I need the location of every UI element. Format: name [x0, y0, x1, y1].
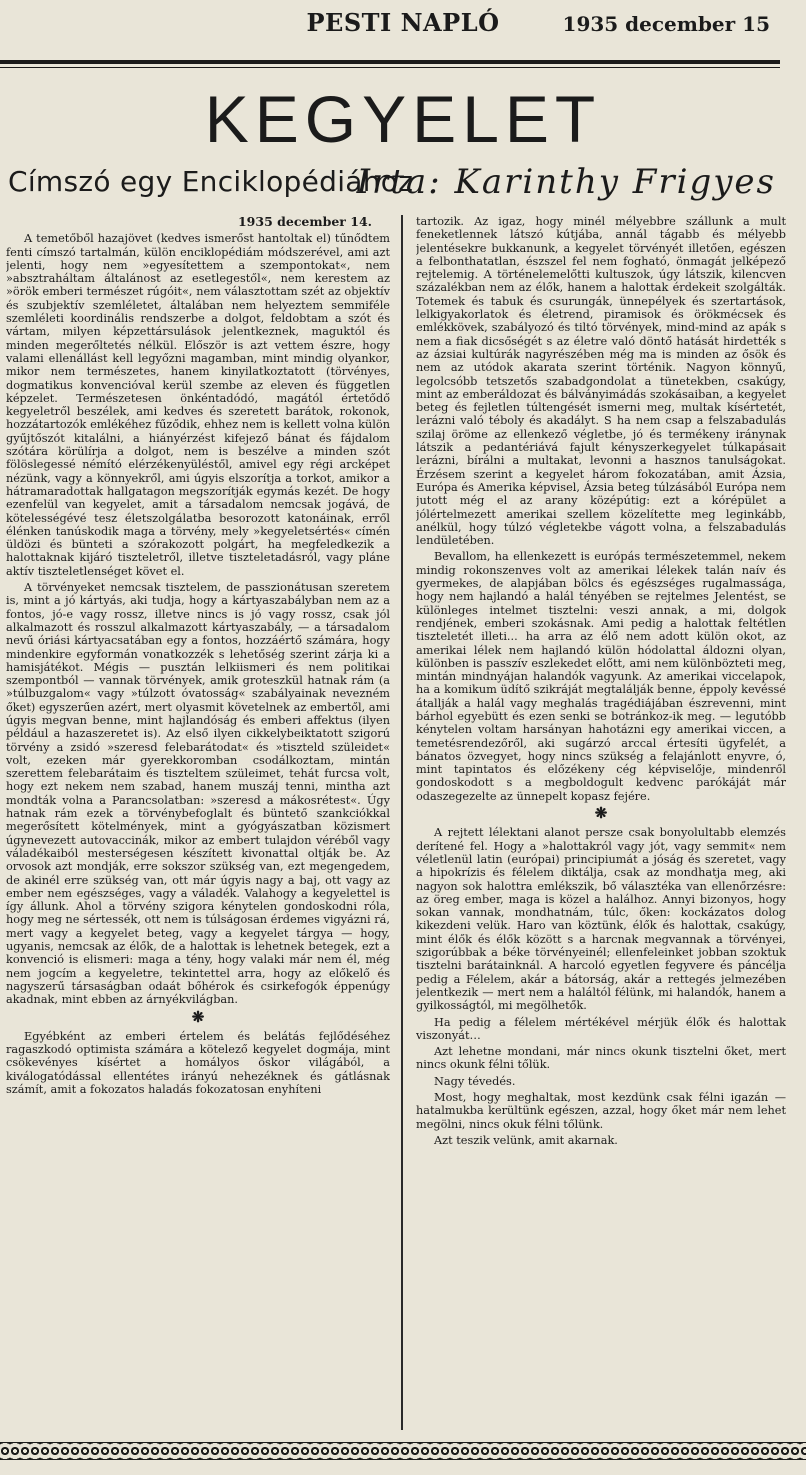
paragraph: Nagy tévedés. — [434, 1074, 516, 1088]
right-column — [416, 215, 786, 1435]
paragraph: Ha pedig a félelem mértékével mérjük élők és halottak viszonyát… — [416, 1015, 786, 1042]
masthead — [0, 0, 806, 70]
paragraph: A rejtett lélektani alanot persze csak bonyolultabb elemzés derítené fel. Hogy a »halottakról vagy jót, vagy semmit« nem véletlenül latin (európai) principiumát a jóság és szeretet, vagy a hipokrízis és félelem diktálja, csak az mondhatja meg, aki nagyon sok halottra emlékszik, bő választéka van ellenőrzésre: az öreg ember, maga is közel a halálhoz. Annyi bizonyos, hogy sokan vannak, mondhatnám, túlc, őken: kockázatos dolog kikezdeni velük. Haro van köztünk, élők és halottak, csakúgy, mint élők és élők között s a harcnak megvannak a törvényei, szigorúbbak a béke törvényeinél; ellenfeleinket jobban szoktuk tisztelni barátainknál. A harcoló egyetlen fegyvere és páncélja pedig a Félelem, akár a bátorság, akár a rettegés jelmezében jelentkezik — mert nem a haláltól félünk, mi halandók, hanem a gyilkosságtól, mi megölhetők. — [416, 826, 786, 1013]
issue-date: 1935 december 15 — [562, 12, 770, 36]
paragraph: A temetőből hazajövet (kedves ismerőst hantoltak el) tűnődtem fenti címszó tartalmán, külön enciklopédiám módszerével, ami azt jelenti, hogy nem »egyesítettem a szempontokat«, nem »absztraháltam általánost az esetlegestől«, nem kerestem az »örök emberi természet rúgóit«, nem választottam szét az objektív és szubjektív szemléletet, általában nem helyeztem semmiféle szemléleti koordinális rendszerbe a dolgot, feldobtam a szót és vártam, milyen képzettársulások jelentkeznek, maguktól és minden megerőltetés nélkül. Először is azt vettem észre, hogy valami ellenállást kell legyőzni magamban, mint mindig olyankor, mikor nem természetes, hanem kinyilatkoztatott (törvényes, dogmatikus konvencióval kerül szembe az eleven és független képzelet. Természetesen önkéntadódó, magától értetődő kegyeletről beszélek, ami kedves és szeretett barátok, rokonok, hozzátartozók emlékéhez fűződik, ehhez nem is kellett volna külön gyűjtőszót kitalálni, a hiányérzést kifejező bánat és fájdalom szótára körülírja a dolgot, nem is beszélve a minden szót fölöslegessé némító elérzékenyüléstől, amivel egy régi arcképet nézünk, vagy a könnyekről, ami úgyis elszorítja a torkot, amikor a hátramaradottak hallgatagon megszorítják egymás kezét. De hogy ezenfelül van kegyelet, amit a társadalom nemcsak jogává, de kötelességévé tesz életszolgálatba besorozott katonáinak, erről élénken tanúskodik maga a törvény, mely »kegyeletsértés« címén üldözi és bünteti a szórakozott polgárt, ha megfeledkezik a halottaknak kijáró tiszteletről, illetve tiszteletadásról, vagy pláne aktív tiszteletlenséget követ el. — [6, 232, 390, 578]
decorative-bottom-border — [0, 1442, 806, 1460]
paragraph: Most, hogy meghaltak, most kezdünk csak félni igazán — hatalmukba kerültünk egészen, azzal, hogy őket már nem lehet megölni, nincs okuk félni tőlünk. — [416, 1091, 786, 1131]
paragraph: Bevallom, ha ellenkezett is európás természetemmel, nekem mindig rokonszenves volt az amerikai lélekek talán naív és gyermekes, de alapjában bölcs és egészséges rugalmassága, hogy nem hajlandó a halál tényében se rejtelmes Jelentést, se különleges intelmet tisztelni: veszi annak, a mi, dolgok rendjének, emberi szokásnak. Ami pedig a halottak feltétlen tiszteletét illeti... ha arra az élő nem adott külön okot, az amerikai lélek nem hajlandó külön hódolattal áldozni olyan, különben is passzív eszlekedet előtt, ami nem különbözteti meg, mintán mindnyájan halandók vagyunk. Az amerikai viccelapok, ha a komikum üdítő szikráját megtalálják benne, éppoly kevéssé átallják a halál vagy meghalás tragédiájában észrevenni, mint bárhol egyebütt és ezen senki se botránkoz-ik meg. — legutóbb kénytelen voltam harsányan hahotázni egy amerikai viccen, a temetésrendezőről, aki sugárzó arccal értesíti ügyfelét, a bánatos özvegyet, hogy nincs szükség a felajánlott enyvre, ó, mint tapintatos és előzékeny cég képviselője, mindenről gondoskodott s a megboldogult kedvenc parókáját már odaszegezelte az ünnepelt kopasz fejére. — [416, 550, 786, 803]
column-divider — [401, 215, 403, 1430]
left-column — [6, 215, 390, 1435]
newspaper-name: PESTI NAPLÓ — [306, 8, 500, 37]
section-separator: ❋ — [594, 804, 608, 823]
paragraph: tartozik. Az igaz, hogy minél mélyebbre szállunk a mult feneketlennek látszó kútjába, annál tágabb és mélyebb jelentésekre bukkanunk, a kegyelet törvényét illetően, egészen a felbonthatatlan, észszel fel nem fogható, önmagát jelképező rejtelemig. A történelemelőtti kultuszok, úgy látszik, kilencven százalékban nem az élők, hanem a halottak érdekeit szolgálták. Totemek és tabuk és csurungák, ünnepélyek és szertartások, lelkigyakorlatok és életrend, piramisok és örökmécsek és emlékkövek, szabályozó és tiltó törvények, mind-mind az apák s nem a fiak dicsőségét s az életre való döntő hatását hirdették s az ázsiai kultúrák nagyrészében még ma is minden az ősök és nem az utódok akarata szerint történik. Nagyon könnyű, legolcsóbb tetszetős szabadgondolat a tünetekben, csakúgy, mint az emberáldozat és bálványimádás szokásaiban, a kegyelet beteg és fejletlen túltengését ismerni meg, multak kísértetét, lerázni való téboly és akadályt. S ha nem csap a felszabadulás szilaj öröme az ellenkező végletbe, jó és termékeny iránynak látszik a pedantériává fajult kényszerkegyelet túlkapásait lerázni, bírálni a multakat, levonni a hasznos tanulságokat. Érzésem szerint a kegyelet három fokozatában, amit Ázsia, Európa és Amerika képvisel, Ázsia beteg túlzásából Európa nem jutott még el az arany középútig: ezt a kórépület a jólértelmezett amerikai szellem közelítette meg leginkább, anélkül, hogy túlzó végletekbe vágott volna, a felszabadulás lendületében. — [416, 215, 786, 548]
paragraph: Azt lehetne mondani, már nincs okunk tisztelni őket, mert nincs okunk félni tőlük. — [416, 1045, 786, 1072]
article-title: KEGYELET — [204, 82, 602, 156]
paragraph: Azt teszik velünk, amit akarnak. — [434, 1133, 618, 1147]
paragraph: A törvényeket nemcsak tisztelem, de passzionátusan szeretem is, mint a jó kártyás, aki tudja, hogy a kártyaszabályban nem az a fontos, jó-e vagy rossz, illetve nincs is jó vagy rossz, csak jól alkalmazott és rosszul alkalmazott kártyaszabály, — a társadalom nevű óriási kártyacsatában egy a fontos, hozzáértő számára, hogy mindenkire egyformán vonatkozzék s lehetőség szerint zárja ki a hamisjátékot. Mégis — pusztán lelkiismeri és nem politikai szempontból — vannak törvények, amik groteszkül hatnak rám (a »túlbuzgalom« vagy »túlzott óvatosság« szabályainak nevezném őket) egyszerűen azért, mert olyasmit követelnek az embertől, ami úgyis megvan benne, mint hajlandóság és emberi affektus (ilyen például a hazaszeretet is). Az első ilyen cikkelybeiktatott szigorú törvény a zsidó »szeresd felebarátodat« és »tiszteld szüleidet« volt, ezeken már gyerekkoromban csodálkoztam, mintán szerettem felebarátaim és tiszteltem szüleimet, tehát furcsa volt, hogy ezt nekem nem szabad, hanem muszáj tenni, mintha azt mondták volna a Parancsolatban: »szeresd a mákosrétest«. Úgy hatnak rám ezek a törvénybefoglalt és büntető szankciókkal megerősített kötelmények, mint a gyógyászatban közismert úgynevezett autovaccinák, mikor az embert tulajdon véréből vagy váladékaiból mesterségesen készített kivonattal oltják be. Az orvosok azt mondják, erre sokszor szükség van, ezt megengedem, de akinél erre szükség van, ott már úgyis nagy a baj, ott vagy az ember nem egészséges, vagy a váladék. Valahogy a kegyelettel is így állunk. Ahol a törvény szigora kénytelen gondoskodni róla, hogy meg ne sértessék, ott nem is túlságosan érdemes vigyázni rá, mert vagy a kegyelet beteg, vagy a kegyelet tárgya — hogy, ugyanis, nemcsak az élők, de a halottak is lehetnek betegek, ezt a konvenció is elismeri: maga a tény, hogy valaki már nem él, még nem jogcím a kegyeletre, tekintettel arra, hogy az előkelő és nagyszerű társaságban odaát bőhérok és csirkefogók éppenúgy akadnak, mint ebben az árnyékvilágban. — [6, 581, 390, 1007]
paragraph: Egyébként az emberi értelem és belátás fejlődéséhez ragaszkodó optimista számára a kötelező kegyelet dogmája, mint csökevényes kísértet a homályos őskor világából, a kiválogatódással ellentétes irányú nehezéknek és gátlásnak számít, amit a fokozatos haladás fokozatosan enyhíteni — [6, 1029, 390, 1096]
dateline: 1935 december 14. — [237, 215, 372, 229]
article-author: Irta: Karinthy Frigyes — [356, 162, 776, 202]
masthead-rule-thin — [0, 67, 780, 68]
masthead-rule — [0, 60, 780, 64]
section-separator: ❋ — [191, 1007, 205, 1026]
article-subtitle: Címszó egy Enciklopédiához — [8, 165, 414, 198]
